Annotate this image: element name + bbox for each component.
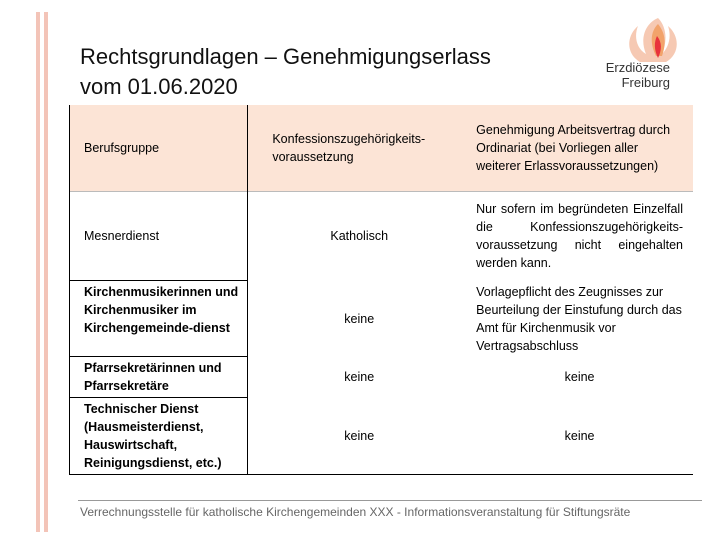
- header-genehmigung: Genehmigung Arbeitsvertrag durch Ordinariat (bei Vorliegen aller weiterer Erlassvoraussetzungen): [470, 105, 693, 192]
- cell-group-text: Pfarrsekretärinnen und Pfarrsekretäre: [84, 361, 222, 393]
- logo-text: [600, 60, 670, 90]
- cell-group-text: Technischer Dienst (Hausmeisterdienst, Hauswirtschaft, Reinigungsdienst, etc.): [84, 402, 222, 470]
- cell-approval: Vorlagepflicht des Zeugnisses zur Beurteilung der Einstufung durch das Amt für Kirchenmusik vor Vertragsabschluss: [476, 284, 682, 353]
- slide-title-line1: Rechtsgrundlagen – Genehmigungserlass: [80, 44, 491, 69]
- cell-confession: keine: [248, 398, 470, 475]
- cell-confession: keine: [344, 370, 375, 384]
- cell-group-text: Kirchenmusikerinnen und Kirchenmusiker im Kirchengemeinde-dienst: [84, 285, 239, 335]
- table-header-row: [70, 105, 694, 192]
- footer-divider: [78, 500, 702, 501]
- table-row: [70, 192, 694, 281]
- logo-text-line2: Freiburg: [621, 75, 670, 90]
- table-row: [70, 398, 694, 475]
- regulation-table: [69, 105, 693, 475]
- table-row: [70, 357, 694, 398]
- slide-title-line2: vom 01.06.2020: [80, 74, 238, 99]
- logo-text-line1: Erzdiözese: [605, 60, 670, 75]
- slide-title: [80, 42, 491, 102]
- cell-group: Mesnerdienst: [70, 192, 248, 281]
- footer-text: Verrechnungsstelle für katholische Kirchengemeinden XXX - Informationsveranstaltung für Stiftungsräte: [80, 505, 631, 519]
- header-konfession: Konfessionszugehörigkeits-voraussetzung: [248, 105, 470, 192]
- header-berufsgruppe: Berufsgruppe: [70, 105, 248, 192]
- cell-group: [70, 281, 248, 357]
- cell-confession: keine: [344, 311, 375, 326]
- cell-approval: keine: [470, 398, 693, 475]
- cell-approval: keine: [564, 370, 595, 384]
- cell-group: [70, 357, 248, 398]
- cell-confession: Katholisch: [248, 192, 470, 281]
- cell-approval: Nur sofern im begründeten Einzelfall die Konfessionszugehörigkeits-voraussetzung nicht eingehalten werden kann.: [470, 192, 693, 281]
- flame-emblem-icon: [629, 18, 677, 62]
- table-row: [70, 281, 694, 357]
- cell-group: [70, 398, 248, 475]
- accent-bar-left: [36, 12, 40, 532]
- accent-bar-right: [44, 12, 48, 532]
